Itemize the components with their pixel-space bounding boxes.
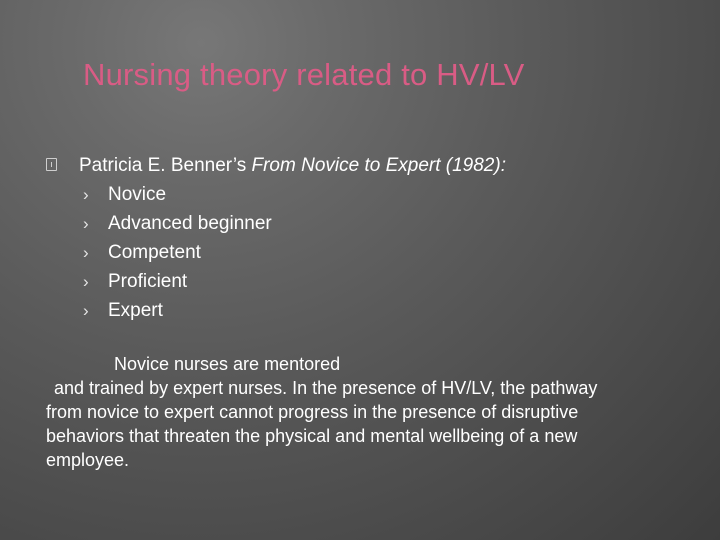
list-item — [46, 296, 686, 325]
square-placeholder-icon — [46, 158, 57, 171]
slide-title: Nursing theory related to HV/LV — [83, 57, 525, 92]
paragraph-line: and trained by expert nurses. In the presence of HV/LV, the pathway — [54, 378, 598, 398]
level-label: Competent — [108, 242, 201, 263]
paragraph-line: behaviors that threaten the physical and mental wellbeing of a new — [46, 426, 578, 446]
book-title: From Novice to Expert (1982): — [251, 155, 506, 176]
list-item — [46, 238, 686, 267]
level-label: Proficient — [108, 271, 188, 292]
chevron-right-icon: › — [83, 272, 89, 291]
explanation-paragraph — [46, 352, 696, 472]
paragraph-line: Novice nurses are mentored — [114, 354, 341, 374]
list-item — [46, 267, 686, 296]
slide-body — [46, 151, 686, 325]
list-item — [46, 180, 686, 209]
chevron-right-icon: › — [83, 243, 89, 262]
chevron-right-icon: › — [83, 301, 89, 320]
list-item — [46, 209, 686, 238]
chevron-right-icon: › — [83, 185, 89, 204]
main-bullet-item — [46, 151, 686, 180]
level-label: Expert — [108, 300, 163, 321]
main-item-prefix: Patricia E. Benner’s — [79, 155, 252, 176]
chevron-right-icon: › — [83, 214, 89, 233]
level-label: Novice — [108, 184, 167, 205]
paragraph-line: employee. — [46, 450, 130, 470]
benner-levels-list — [46, 180, 686, 325]
paragraph-line: from novice to expert cannot progress in the presence of disruptive — [46, 402, 579, 422]
level-label: Advanced beginner — [108, 213, 272, 234]
